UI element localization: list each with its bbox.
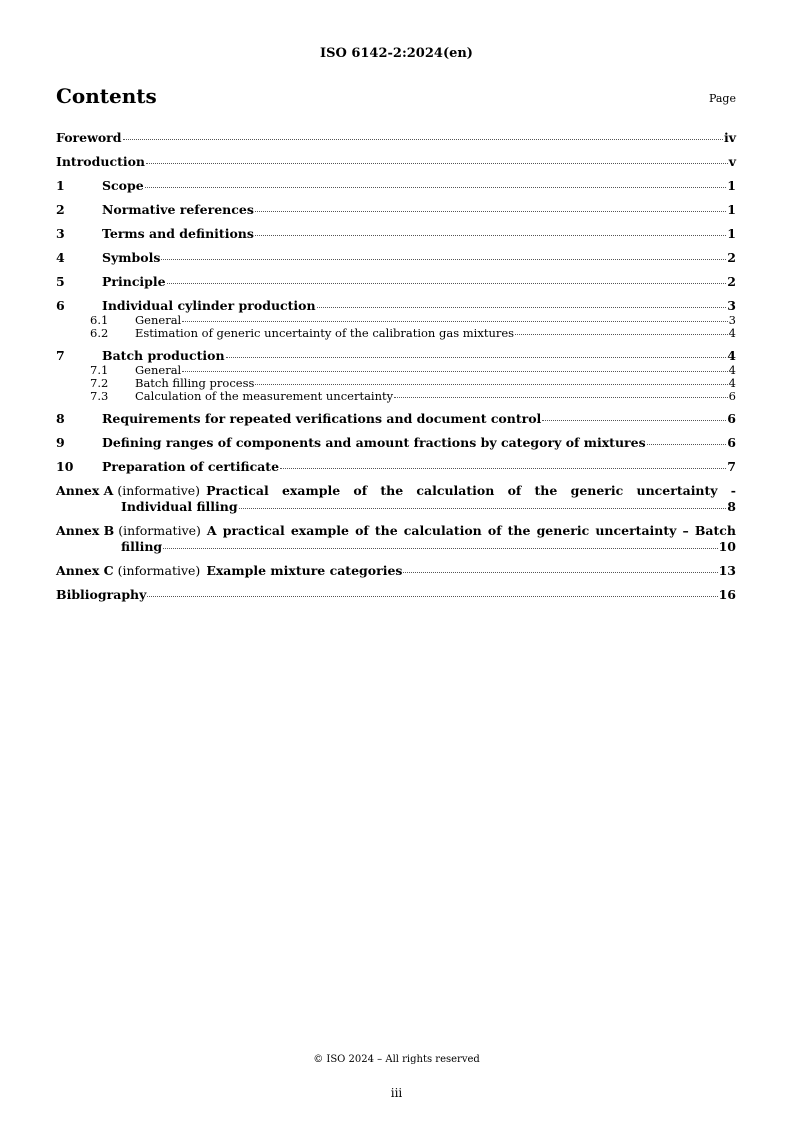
toc-page: 2 [727,250,736,265]
toc-page: 10 [718,539,736,554]
toc-number: 9 [56,435,65,450]
leader-dots [182,321,727,322]
leader-dots [182,371,727,372]
toc-page: 4 [728,376,736,390]
toc-entry-3[interactable] [56,226,736,242]
page-number: iii [390,1086,403,1100]
toc-title: Estimation of generic uncertainty of the calibration gas mixtures [135,326,515,340]
toc-page: 16 [718,587,736,602]
toc-title: Batch filling process [135,376,255,390]
toc-title: Batch production [102,348,225,363]
leader-dots [226,357,727,358]
leader-dots [123,139,723,140]
toc-number: 3 [56,226,65,241]
annex-title-line2: Individual filling [121,499,238,514]
toc-number: 7.3 [90,389,109,403]
toc-number: 6 [56,298,65,313]
toc-page: 6 [728,389,736,403]
toc-title: Bibliography [56,587,147,602]
toc-title: Introduction [56,154,146,169]
toc-title: Example mixture categories [206,563,403,578]
toc-entry-1[interactable] [56,178,736,194]
toc-title: Principle [102,274,166,289]
toc-title: General [135,363,182,377]
toc-page: iv [723,130,736,145]
leader-dots [239,508,727,509]
toc-entry-introduction[interactable] [56,154,736,170]
leader-dots [163,548,717,549]
toc-title: Individual cylinder production [102,298,316,313]
toc-entry-8[interactable] [56,411,736,427]
toc-page: 7 [727,459,736,474]
toc-title: Foreword [56,130,122,145]
contents-title: Contents [56,84,157,108]
annex-label: Annex A [56,483,114,498]
leader-dots [255,211,726,212]
toc-number: 7.2 [90,376,109,390]
document-id-header: ISO 6142-2:2024(en) [320,46,473,61]
annex-label: Annex C [56,563,114,578]
leader-dots [255,384,727,385]
leader-dots [167,283,727,284]
toc-entry-6-2[interactable] [56,327,736,340]
toc-entry-6[interactable] [56,298,736,314]
leader-dots [255,235,726,236]
toc-number: 2 [56,202,65,217]
leader-dots [317,307,727,308]
toc-page: 1 [727,226,736,241]
toc-entry-annex-b[interactable] [56,523,736,555]
leader-dots [147,596,717,597]
table-of-contents [56,130,736,603]
annex-informative: (informative) [117,563,201,578]
toc-page: 4 [728,363,736,377]
toc-page: 4 [728,326,736,340]
toc-entry-7-3[interactable] [56,390,736,403]
annex-title-line1: A practical example of the calculation of the generic uncertainty – Batch [206,523,736,538]
toc-entry-foreword[interactable] [56,130,736,146]
toc-page: 3 [728,313,736,327]
annex-label: Annex B [56,523,115,538]
annex-informative: (informative) [117,483,201,498]
leader-dots [280,468,726,469]
toc-title: Calculation of the measurement uncertainty [135,389,394,403]
toc-page: v [728,154,736,169]
leader-dots [403,572,717,573]
toc-title: Symbols [102,250,161,265]
annex-title-line1: Practical example of the calculation of the generic uncertainty - [206,483,736,498]
toc-title: Preparation of certificate [102,459,280,474]
toc-number: 1 [56,178,65,193]
toc-number: 7 [56,348,65,363]
toc-title: Requirements for repeated verifications and document control [102,411,542,426]
copyright-footer: © ISO 2024 – All rights reserved [313,1054,480,1065]
leader-dots [542,420,726,421]
toc-page: 6 [727,411,736,426]
annex-title-line2: filling [121,539,163,554]
leader-dots [647,444,727,445]
toc-page: 13 [718,563,736,578]
toc-title: Scope [102,178,144,193]
leader-dots [145,187,727,188]
toc-number: 10 [56,459,74,474]
leader-dots [394,397,728,398]
toc-title: Terms and definitions [102,226,254,241]
toc-page: 2 [727,274,736,289]
toc-page: 8 [727,499,736,514]
toc-page: 3 [727,298,736,313]
toc-title: Normative references [102,202,254,217]
toc-page: 6 [727,435,736,450]
toc-number: 6.1 [90,313,109,327]
toc-number: 5 [56,274,65,289]
leader-dots [161,259,726,260]
toc-page: 4 [727,348,736,363]
page-column-label: Page [708,92,736,105]
toc-number: 7.1 [90,363,109,377]
toc-number: 8 [56,411,65,426]
toc-title: Defining ranges of components and amount fractions by category of mixtures [102,435,646,450]
toc-entry-5[interactable] [56,274,736,290]
toc-entry-annex-a[interactable] [56,483,736,515]
toc-entry-10[interactable] [56,459,736,475]
toc-page: 1 [727,202,736,217]
toc-entry-bibliography[interactable] [56,587,736,603]
leader-dots [146,163,728,164]
toc-title: General [135,313,182,327]
annex-informative: (informative) [118,523,201,538]
toc-entry-4[interactable] [56,250,736,266]
toc-entry-annex-c[interactable] [56,563,736,579]
toc-entry-7[interactable] [56,348,736,364]
toc-entry-2[interactable] [56,202,736,218]
leader-dots [515,334,728,335]
toc-number: 4 [56,250,65,265]
toc-page: 1 [727,178,736,193]
toc-number: 6.2 [90,326,109,340]
toc-entry-9[interactable] [56,435,736,451]
